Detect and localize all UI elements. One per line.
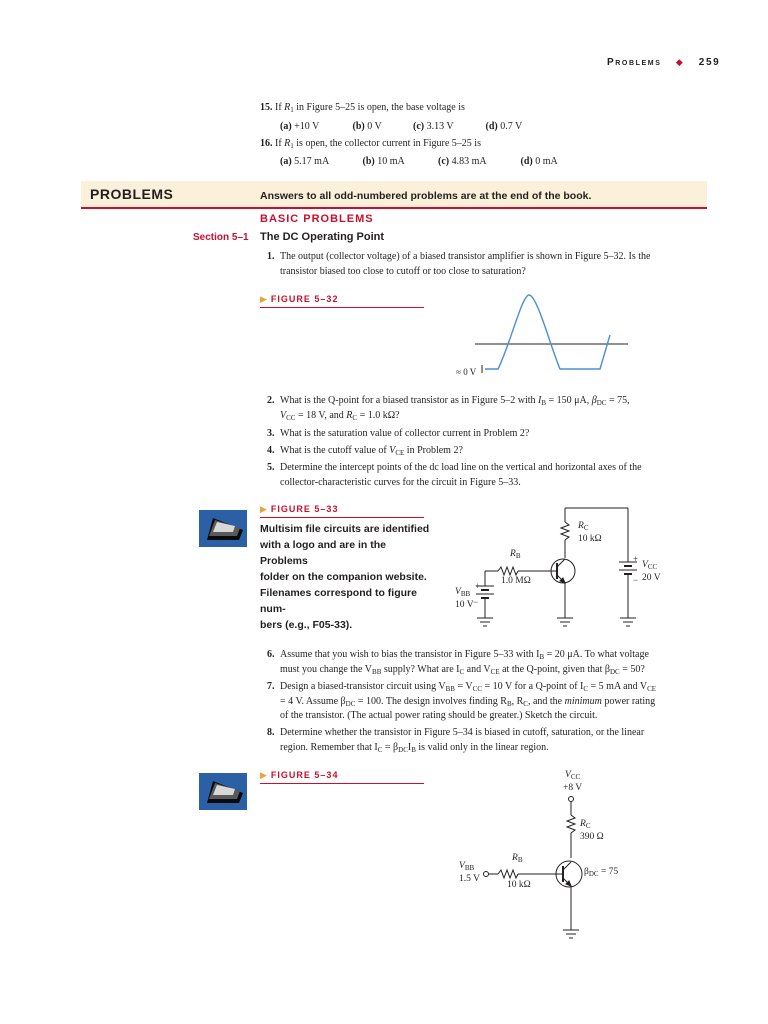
fig33-vcc-minus: − <box>633 575 639 585</box>
fig33-vcc-plus: + <box>633 554 639 564</box>
problems-title: PROBLEMS <box>90 186 174 202</box>
rb-resistor-34 <box>498 870 518 878</box>
vbb-terminal <box>484 872 489 877</box>
ground-symbol-3 <box>620 618 636 626</box>
running-header <box>607 57 720 68</box>
problem-6: 6. Assume that you wish to bias the transistor in Figure 5–33 with $I_B = 20$ μA. To what voltage must you change the $V_{BB}$ supply? What are $I_C$ and $V_{CE}$ at the Q-point, given that $\beta_{DC} = 50$? <box>267 649 649 676</box>
fig33-vbb-plus: + <box>475 581 481 591</box>
problem-3: 3. What is the saturation value of collector current in Problem 2? <box>267 428 530 439</box>
problem-4: 4. What is the cutoff value of $V_{CE}$ in Problem 2? <box>267 445 463 457</box>
question-15: 15. If $R_1$ in Figure 5–25 is open, the base voltage is <box>260 102 465 114</box>
figure-5-33-rule <box>260 517 424 518</box>
header-diamond: ◆ <box>675 57 685 67</box>
fig33-rc-label: $R_C$ 10 kΩ <box>578 521 602 544</box>
rc-resistor <box>561 522 569 540</box>
multisim-logo-2 <box>199 773 247 810</box>
question-16-options: (a) 5.17 mA (b) 10 mA (c) 4.83 mA (d) 0 mA <box>280 156 558 167</box>
multisim-logo <box>199 510 247 547</box>
figure-5-34-label: ▶ FIGURE 5–34 <box>260 770 339 780</box>
fig33-vcc-label: $V_{CC}$ 20 V <box>642 560 661 583</box>
ground-symbol-1 <box>477 618 493 626</box>
fig33-vbb-minus: − <box>473 597 479 607</box>
ground-symbol-2 <box>557 618 573 626</box>
banner-note: Answers to all odd-numbered problems are at the end of the book. <box>260 190 592 202</box>
fig33-rb-symbol: $R_B$ <box>510 549 521 560</box>
figure-5-32-waveform <box>470 285 640 380</box>
ground-symbol-4 <box>563 930 579 938</box>
banner-rule <box>81 207 707 209</box>
section-label: Section 5–1 <box>193 232 249 243</box>
problem-8: 8. Determine whether the transistor in Figure 5–34 is biased in cutoff, saturation, or the linear region. Remember that $I_C = \beta_{DC}I_B$ is valid only in the linear region. <box>267 727 645 754</box>
multisim-logo-icon <box>199 510 247 547</box>
header-page-number: 259 <box>698 57 721 68</box>
vcc-terminal <box>569 797 574 802</box>
fig34-rc-label: $R_C$ 390 Ω <box>580 819 604 842</box>
fig34-vbb-label: $V_{BB}$ 1.5 V <box>459 861 480 884</box>
figure-5-32-rule <box>260 307 424 308</box>
rb-resistor <box>498 567 518 575</box>
fig33-rb-value: 1.0 MΩ <box>501 576 531 586</box>
collector-waveform <box>485 295 610 369</box>
problem-7: 7. Design a biased-transistor circuit using $V_{BB} = V_{CC} = 10$ V for a Q-point of $I_C = 5$ mA and $V_{CE}$ = 4 V. Assume $\beta_{DC} = 100$. The design involves finding $R_B$, $R_C$, and the minimum power rating of the transistor. (The actual power rating should be greater.) Sketch the circuit. <box>267 681 657 721</box>
basic-problems-heading: BASIC PROBLEMS <box>260 213 374 225</box>
section-title: The DC Operating Point <box>260 231 385 243</box>
fig34-beta-label: $\beta_{DC} = 75$ <box>584 867 619 878</box>
question-16: 16. If $R_1$ is open, the collector current in Figure 5–25 is <box>260 138 481 150</box>
problem-2: 2. What is the Q-point for a biased transistor as in Figure 5–2 with $I_B = 150$ μA, $\beta_{DC} = 75$, $V_{CC} = 18$ V, and $R_C = 1.0$ kΩ? <box>267 395 630 422</box>
header-section-title: Problems <box>607 57 662 68</box>
figure-5-33-label: ▶ FIGURE 5–33 <box>260 504 339 514</box>
fig34-rb-symbol: $R_B$ <box>512 853 523 864</box>
multisim-logo-icon-2 <box>199 773 247 810</box>
fig33-vbb-label: $V_{BB}$ 10 V <box>455 587 474 610</box>
problem-5: 5. Determine the intercept points of the dc load line on the vertical and horizontal axes of the collector-characteristic curves for the circuit in Figure 5–33. <box>267 462 642 488</box>
multisim-sidenote: Multisim file circuits are identified with a logo and are in the Problems folder on the companion website. Filenames correspond to figure num- bers (e.g., F05-33). <box>260 523 430 631</box>
figure-5-34-rule <box>260 783 424 784</box>
problem-1: 1. The output (collector voltage) of a biased transistor amplifier is shown in Figure 5–32. Is the transistor biased too close to cutoff or too close to saturation? <box>267 251 651 277</box>
fig34-rb-value: 10 kΩ <box>507 880 531 890</box>
question-15-options: (a) +10 V (b) 0 V (c) 3.13 V (d) 0.7 V <box>280 121 523 132</box>
rc-resistor-34 <box>567 815 575 833</box>
figure-5-33-circuit <box>440 500 670 640</box>
zero-volt-label: ≈ 0 V <box>456 367 477 377</box>
fig34-vcc-label: $V_{CC}$ +8 V <box>563 770 583 793</box>
figure-5-32-label: ▶ FIGURE 5–32 <box>260 294 339 304</box>
